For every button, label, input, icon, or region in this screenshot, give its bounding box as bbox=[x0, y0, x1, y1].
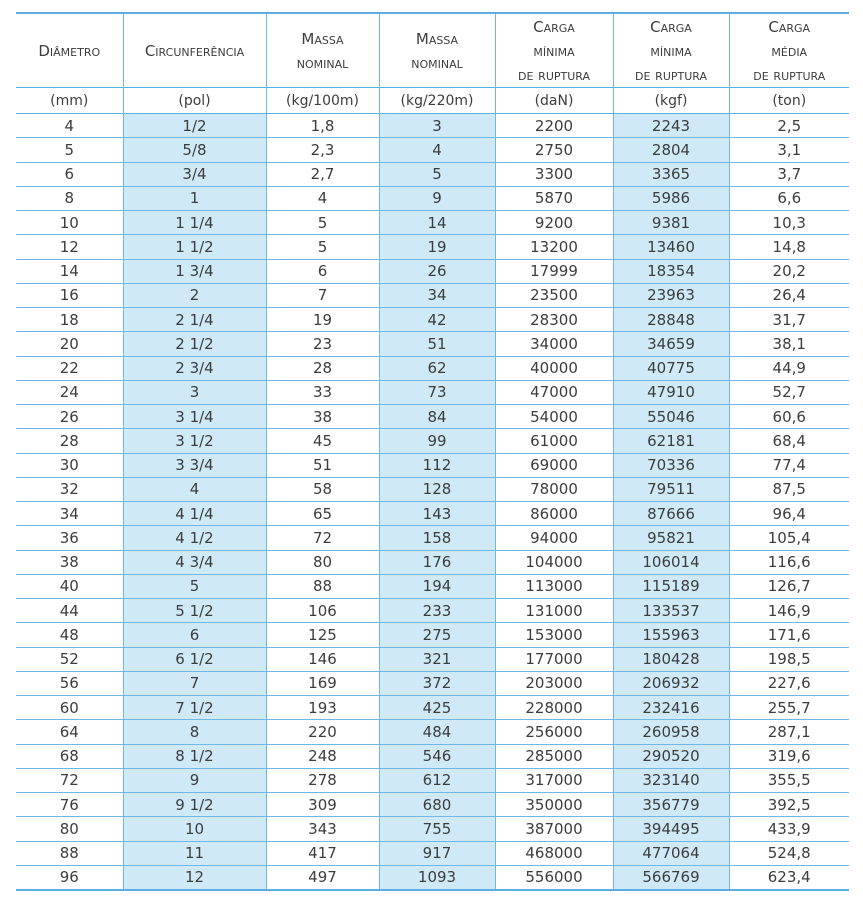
cell-avg-breaking-load-ton: 433,9 bbox=[729, 817, 849, 841]
cell-mass-100m: 80 bbox=[266, 550, 379, 574]
cell-mass-100m: 125 bbox=[266, 623, 379, 647]
cell-circumference: 3/4 bbox=[123, 162, 266, 186]
cell-min-breaking-load-dan: 54000 bbox=[495, 405, 613, 429]
cell-min-breaking-load-dan: 28300 bbox=[495, 308, 613, 332]
cell-min-breaking-load-dan: 23500 bbox=[495, 283, 613, 307]
cell-mass-220m: 1093 bbox=[379, 865, 495, 890]
table-row bbox=[16, 356, 849, 380]
cell-diameter: 18 bbox=[16, 308, 123, 332]
cell-diameter: 34 bbox=[16, 502, 123, 526]
cell-mass-100m: 28 bbox=[266, 356, 379, 380]
column-header-line: de ruptura bbox=[753, 65, 826, 84]
cell-mass-100m: 4 bbox=[266, 186, 379, 210]
cell-diameter: 16 bbox=[16, 283, 123, 307]
cell-min-breaking-load-kgf: 95821 bbox=[613, 526, 729, 550]
cell-min-breaking-load-kgf: 180428 bbox=[613, 647, 729, 671]
table-row bbox=[16, 453, 849, 477]
cell-min-breaking-load-dan: 468000 bbox=[495, 841, 613, 865]
cell-min-breaking-load-kgf: 206932 bbox=[613, 671, 729, 695]
cell-circumference: 11 bbox=[123, 841, 266, 865]
cell-circumference: 3 3/4 bbox=[123, 453, 266, 477]
cell-circumference: 1 1/2 bbox=[123, 235, 266, 259]
cell-mass-100m: 417 bbox=[266, 841, 379, 865]
cell-min-breaking-load-kgf: 55046 bbox=[613, 405, 729, 429]
table-row bbox=[16, 162, 849, 186]
cell-min-breaking-load-kgf: 28848 bbox=[613, 308, 729, 332]
cell-avg-breaking-load-ton: 2,5 bbox=[729, 114, 849, 138]
cell-circumference: 3 bbox=[123, 380, 266, 404]
cell-min-breaking-load-kgf: 87666 bbox=[613, 502, 729, 526]
cell-circumference: 7 bbox=[123, 671, 266, 695]
table-row bbox=[16, 793, 849, 817]
column-header-line: Carga bbox=[768, 17, 811, 36]
cell-diameter: 40 bbox=[16, 574, 123, 598]
cell-avg-breaking-load-ton: 68,4 bbox=[729, 429, 849, 453]
cell-mass-220m: 42 bbox=[379, 308, 495, 332]
cell-mass-220m: 34 bbox=[379, 283, 495, 307]
unit-label-min-breaking-load-kgf: (kgf) bbox=[613, 88, 729, 114]
cell-mass-100m: 343 bbox=[266, 817, 379, 841]
cell-mass-220m: 484 bbox=[379, 720, 495, 744]
cell-min-breaking-load-kgf: 3365 bbox=[613, 162, 729, 186]
cell-min-breaking-load-dan: 86000 bbox=[495, 502, 613, 526]
column-header-min-breaking-load-kgf bbox=[613, 13, 729, 88]
cell-mass-220m: 680 bbox=[379, 793, 495, 817]
cell-mass-100m: 193 bbox=[266, 696, 379, 720]
cell-avg-breaking-load-ton: 105,4 bbox=[729, 526, 849, 550]
cell-diameter: 14 bbox=[16, 259, 123, 283]
cell-circumference: 1 1/4 bbox=[123, 211, 266, 235]
column-header-line: Circunferência bbox=[144, 41, 245, 60]
cell-min-breaking-load-dan: 387000 bbox=[495, 817, 613, 841]
cell-diameter: 30 bbox=[16, 453, 123, 477]
table-row bbox=[16, 138, 849, 162]
cell-min-breaking-load-kgf: 5986 bbox=[613, 186, 729, 210]
cell-min-breaking-load-dan: 131000 bbox=[495, 599, 613, 623]
cell-avg-breaking-load-ton: 227,6 bbox=[729, 671, 849, 695]
cell-circumference: 3 1/2 bbox=[123, 429, 266, 453]
cell-avg-breaking-load-ton: 31,7 bbox=[729, 308, 849, 332]
cell-diameter: 72 bbox=[16, 768, 123, 792]
cell-diameter: 80 bbox=[16, 817, 123, 841]
cell-mass-220m: 14 bbox=[379, 211, 495, 235]
cell-min-breaking-load-dan: 94000 bbox=[495, 526, 613, 550]
cell-avg-breaking-load-ton: 26,4 bbox=[729, 283, 849, 307]
table-row bbox=[16, 405, 849, 429]
cell-mass-100m: 2,3 bbox=[266, 138, 379, 162]
cell-min-breaking-load-kgf: 260958 bbox=[613, 720, 729, 744]
table-row bbox=[16, 235, 849, 259]
cell-min-breaking-load-dan: 17999 bbox=[495, 259, 613, 283]
cell-mass-100m: 51 bbox=[266, 453, 379, 477]
cell-mass-220m: 372 bbox=[379, 671, 495, 695]
cell-min-breaking-load-dan: 34000 bbox=[495, 332, 613, 356]
cell-circumference: 5/8 bbox=[123, 138, 266, 162]
column-header-mass-220m bbox=[379, 13, 495, 88]
table-row bbox=[16, 308, 849, 332]
cell-min-breaking-load-kgf: 34659 bbox=[613, 332, 729, 356]
cell-min-breaking-load-kgf: 18354 bbox=[613, 259, 729, 283]
cell-circumference: 1 bbox=[123, 186, 266, 210]
cell-mass-100m: 33 bbox=[266, 380, 379, 404]
cell-min-breaking-load-kgf: 290520 bbox=[613, 744, 729, 768]
cell-avg-breaking-load-ton: 319,6 bbox=[729, 744, 849, 768]
cell-avg-breaking-load-ton: 524,8 bbox=[729, 841, 849, 865]
cell-avg-breaking-load-ton: 623,4 bbox=[729, 865, 849, 890]
rope-spec-table bbox=[16, 12, 849, 891]
cell-mass-100m: 169 bbox=[266, 671, 379, 695]
cell-mass-220m: 158 bbox=[379, 526, 495, 550]
cell-mass-220m: 84 bbox=[379, 405, 495, 429]
cell-mass-220m: 321 bbox=[379, 647, 495, 671]
unit-label-circumference: (pol) bbox=[123, 88, 266, 114]
cell-mass-220m: 917 bbox=[379, 841, 495, 865]
cell-circumference: 8 1/2 bbox=[123, 744, 266, 768]
cell-avg-breaking-load-ton: 96,4 bbox=[729, 502, 849, 526]
column-header-line: nominal bbox=[411, 53, 463, 72]
table-row bbox=[16, 720, 849, 744]
cell-diameter: 76 bbox=[16, 793, 123, 817]
cell-diameter: 56 bbox=[16, 671, 123, 695]
cell-mass-100m: 106 bbox=[266, 599, 379, 623]
cell-mass-100m: 38 bbox=[266, 405, 379, 429]
cell-circumference: 4 1/4 bbox=[123, 502, 266, 526]
table-row bbox=[16, 429, 849, 453]
cell-circumference: 4 bbox=[123, 477, 266, 501]
cell-circumference: 7 1/2 bbox=[123, 696, 266, 720]
cell-min-breaking-load-dan: 350000 bbox=[495, 793, 613, 817]
table-row bbox=[16, 502, 849, 526]
cell-mass-220m: 26 bbox=[379, 259, 495, 283]
cell-mass-100m: 88 bbox=[266, 574, 379, 598]
cell-mass-220m: 73 bbox=[379, 380, 495, 404]
cell-avg-breaking-load-ton: 38,1 bbox=[729, 332, 849, 356]
cell-min-breaking-load-kgf: 323140 bbox=[613, 768, 729, 792]
cell-circumference: 1 3/4 bbox=[123, 259, 266, 283]
cell-diameter: 44 bbox=[16, 599, 123, 623]
cell-diameter: 26 bbox=[16, 405, 123, 429]
cell-circumference: 12 bbox=[123, 865, 266, 890]
cell-diameter: 38 bbox=[16, 550, 123, 574]
cell-mass-100m: 72 bbox=[266, 526, 379, 550]
cell-diameter: 60 bbox=[16, 696, 123, 720]
table-row bbox=[16, 283, 849, 307]
cell-diameter: 5 bbox=[16, 138, 123, 162]
cell-diameter: 10 bbox=[16, 211, 123, 235]
table-row bbox=[16, 526, 849, 550]
cell-circumference: 9 1/2 bbox=[123, 793, 266, 817]
table-row bbox=[16, 841, 849, 865]
unit-label-diameter: (mm) bbox=[16, 88, 123, 114]
cell-mass-220m: 3 bbox=[379, 114, 495, 138]
cell-mass-100m: 6 bbox=[266, 259, 379, 283]
cell-mass-220m: 275 bbox=[379, 623, 495, 647]
cell-mass-220m: 19 bbox=[379, 235, 495, 259]
cell-circumference: 5 bbox=[123, 574, 266, 598]
cell-circumference: 9 bbox=[123, 768, 266, 792]
cell-mass-100m: 309 bbox=[266, 793, 379, 817]
column-header-min-breaking-load-dan bbox=[495, 13, 613, 88]
cell-min-breaking-load-dan: 9200 bbox=[495, 211, 613, 235]
column-header-circumference bbox=[123, 13, 266, 88]
cell-circumference: 8 bbox=[123, 720, 266, 744]
column-header-line: nominal bbox=[296, 53, 349, 72]
cell-min-breaking-load-kgf: 47910 bbox=[613, 380, 729, 404]
cell-mass-220m: 176 bbox=[379, 550, 495, 574]
cell-diameter: 88 bbox=[16, 841, 123, 865]
cell-avg-breaking-load-ton: 171,6 bbox=[729, 623, 849, 647]
cell-mass-100m: 5 bbox=[266, 235, 379, 259]
cell-min-breaking-load-dan: 177000 bbox=[495, 647, 613, 671]
cell-diameter: 6 bbox=[16, 162, 123, 186]
table-row bbox=[16, 477, 849, 501]
cell-diameter: 4 bbox=[16, 114, 123, 138]
cell-mass-220m: 9 bbox=[379, 186, 495, 210]
table-row bbox=[16, 623, 849, 647]
cell-mass-100m: 1,8 bbox=[266, 114, 379, 138]
cell-min-breaking-load-kgf: 232416 bbox=[613, 696, 729, 720]
column-header-avg-breaking-load-ton bbox=[729, 13, 849, 88]
cell-min-breaking-load-kgf: 62181 bbox=[613, 429, 729, 453]
cell-avg-breaking-load-ton: 14,8 bbox=[729, 235, 849, 259]
table-body bbox=[16, 114, 849, 891]
cell-min-breaking-load-kgf: 394495 bbox=[613, 817, 729, 841]
cell-avg-breaking-load-ton: 255,7 bbox=[729, 696, 849, 720]
cell-min-breaking-load-dan: 2750 bbox=[495, 138, 613, 162]
column-header-line: de ruptura bbox=[517, 65, 590, 84]
cell-mass-220m: 51 bbox=[379, 332, 495, 356]
cell-diameter: 64 bbox=[16, 720, 123, 744]
cell-diameter: 36 bbox=[16, 526, 123, 550]
cell-min-breaking-load-kgf: 566769 bbox=[613, 865, 729, 890]
cell-avg-breaking-load-ton: 77,4 bbox=[729, 453, 849, 477]
cell-diameter: 68 bbox=[16, 744, 123, 768]
unit-label-avg-breaking-load-ton: (ton) bbox=[729, 88, 849, 114]
column-header-line: média bbox=[771, 41, 808, 60]
cell-avg-breaking-load-ton: 198,5 bbox=[729, 647, 849, 671]
table-row bbox=[16, 550, 849, 574]
cell-mass-220m: 99 bbox=[379, 429, 495, 453]
cell-min-breaking-load-dan: 556000 bbox=[495, 865, 613, 890]
cell-mass-220m: 112 bbox=[379, 453, 495, 477]
cell-min-breaking-load-kgf: 2243 bbox=[613, 114, 729, 138]
table-row bbox=[16, 332, 849, 356]
cell-min-breaking-load-dan: 13200 bbox=[495, 235, 613, 259]
table-header bbox=[16, 13, 849, 114]
column-header-diameter bbox=[16, 13, 123, 88]
table-row bbox=[16, 647, 849, 671]
column-header-line: mínima bbox=[650, 41, 692, 60]
cell-mass-100m: 220 bbox=[266, 720, 379, 744]
cell-diameter: 24 bbox=[16, 380, 123, 404]
cell-min-breaking-load-kgf: 79511 bbox=[613, 477, 729, 501]
cell-circumference: 4 1/2 bbox=[123, 526, 266, 550]
cell-avg-breaking-load-ton: 60,6 bbox=[729, 405, 849, 429]
cell-circumference: 4 3/4 bbox=[123, 550, 266, 574]
cell-min-breaking-load-kgf: 133537 bbox=[613, 599, 729, 623]
cell-diameter: 8 bbox=[16, 186, 123, 210]
cell-min-breaking-load-kgf: 106014 bbox=[613, 550, 729, 574]
cell-min-breaking-load-dan: 104000 bbox=[495, 550, 613, 574]
cell-avg-breaking-load-ton: 146,9 bbox=[729, 599, 849, 623]
column-header-line: Carga bbox=[650, 17, 692, 36]
cell-diameter: 28 bbox=[16, 429, 123, 453]
cell-min-breaking-load-dan: 3300 bbox=[495, 162, 613, 186]
cell-min-breaking-load-dan: 317000 bbox=[495, 768, 613, 792]
cell-mass-220m: 612 bbox=[379, 768, 495, 792]
table-row bbox=[16, 114, 849, 138]
column-header-line: Carga bbox=[533, 17, 575, 36]
column-header-line: de ruptura bbox=[634, 65, 707, 84]
cell-mass-100m: 23 bbox=[266, 332, 379, 356]
cell-mass-100m: 45 bbox=[266, 429, 379, 453]
cell-min-breaking-load-dan: 203000 bbox=[495, 671, 613, 695]
cell-circumference: 2 1/2 bbox=[123, 332, 266, 356]
table-row bbox=[16, 186, 849, 210]
cell-min-breaking-load-kgf: 356779 bbox=[613, 793, 729, 817]
table-row bbox=[16, 599, 849, 623]
cell-min-breaking-load-dan: 69000 bbox=[495, 453, 613, 477]
cell-mass-100m: 5 bbox=[266, 211, 379, 235]
cell-diameter: 12 bbox=[16, 235, 123, 259]
cell-min-breaking-load-dan: 40000 bbox=[495, 356, 613, 380]
cell-avg-breaking-load-ton: 20,2 bbox=[729, 259, 849, 283]
cell-min-breaking-load-dan: 2200 bbox=[495, 114, 613, 138]
table-row bbox=[16, 380, 849, 404]
cell-circumference: 2 bbox=[123, 283, 266, 307]
table-row bbox=[16, 865, 849, 890]
cell-mass-100m: 146 bbox=[266, 647, 379, 671]
cell-mass-220m: 143 bbox=[379, 502, 495, 526]
cell-min-breaking-load-dan: 153000 bbox=[495, 623, 613, 647]
cell-mass-220m: 194 bbox=[379, 574, 495, 598]
cell-avg-breaking-load-ton: 287,1 bbox=[729, 720, 849, 744]
cell-min-breaking-load-dan: 256000 bbox=[495, 720, 613, 744]
cell-min-breaking-load-dan: 5870 bbox=[495, 186, 613, 210]
cell-mass-220m: 425 bbox=[379, 696, 495, 720]
cell-mass-220m: 755 bbox=[379, 817, 495, 841]
cell-avg-breaking-load-ton: 355,5 bbox=[729, 768, 849, 792]
cell-min-breaking-load-kgf: 155963 bbox=[613, 623, 729, 647]
cell-mass-100m: 58 bbox=[266, 477, 379, 501]
units-row bbox=[16, 88, 849, 114]
table-row bbox=[16, 696, 849, 720]
cell-circumference: 10 bbox=[123, 817, 266, 841]
cell-diameter: 32 bbox=[16, 477, 123, 501]
column-header-line: mínima bbox=[533, 41, 575, 60]
cell-diameter: 22 bbox=[16, 356, 123, 380]
cell-circumference: 1/2 bbox=[123, 114, 266, 138]
column-header-line: Massa bbox=[301, 29, 344, 48]
table-row bbox=[16, 671, 849, 695]
cell-mass-100m: 7 bbox=[266, 283, 379, 307]
cell-min-breaking-load-kgf: 23963 bbox=[613, 283, 729, 307]
cell-mass-220m: 128 bbox=[379, 477, 495, 501]
cell-mass-100m: 19 bbox=[266, 308, 379, 332]
cell-avg-breaking-load-ton: 116,6 bbox=[729, 550, 849, 574]
cell-circumference: 5 1/2 bbox=[123, 599, 266, 623]
cell-circumference: 2 3/4 bbox=[123, 356, 266, 380]
cell-circumference: 2 1/4 bbox=[123, 308, 266, 332]
cell-min-breaking-load-dan: 61000 bbox=[495, 429, 613, 453]
cell-avg-breaking-load-ton: 3,1 bbox=[729, 138, 849, 162]
cell-diameter: 48 bbox=[16, 623, 123, 647]
cell-min-breaking-load-kgf: 40775 bbox=[613, 356, 729, 380]
cell-avg-breaking-load-ton: 87,5 bbox=[729, 477, 849, 501]
cell-mass-220m: 62 bbox=[379, 356, 495, 380]
unit-label-mass-220m: (kg/220m) bbox=[379, 88, 495, 114]
cell-diameter: 20 bbox=[16, 332, 123, 356]
cell-min-breaking-load-dan: 228000 bbox=[495, 696, 613, 720]
header-row bbox=[16, 13, 849, 88]
cell-avg-breaking-load-ton: 392,5 bbox=[729, 793, 849, 817]
cell-diameter: 52 bbox=[16, 647, 123, 671]
cell-min-breaking-load-kgf: 13460 bbox=[613, 235, 729, 259]
cell-mass-100m: 2,7 bbox=[266, 162, 379, 186]
cell-min-breaking-load-kgf: 70336 bbox=[613, 453, 729, 477]
cell-mass-100m: 497 bbox=[266, 865, 379, 890]
cell-circumference: 6 bbox=[123, 623, 266, 647]
table-row bbox=[16, 817, 849, 841]
cell-avg-breaking-load-ton: 44,9 bbox=[729, 356, 849, 380]
cell-min-breaking-load-kgf: 477064 bbox=[613, 841, 729, 865]
column-header-mass-100m bbox=[266, 13, 379, 88]
cell-avg-breaking-load-ton: 3,7 bbox=[729, 162, 849, 186]
table-row bbox=[16, 259, 849, 283]
cell-min-breaking-load-dan: 78000 bbox=[495, 477, 613, 501]
cell-min-breaking-load-kgf: 9381 bbox=[613, 211, 729, 235]
cell-min-breaking-load-kgf: 2804 bbox=[613, 138, 729, 162]
cell-min-breaking-load-dan: 47000 bbox=[495, 380, 613, 404]
cell-avg-breaking-load-ton: 10,3 bbox=[729, 211, 849, 235]
cell-avg-breaking-load-ton: 126,7 bbox=[729, 574, 849, 598]
cell-mass-220m: 233 bbox=[379, 599, 495, 623]
cell-avg-breaking-load-ton: 52,7 bbox=[729, 380, 849, 404]
cell-mass-220m: 4 bbox=[379, 138, 495, 162]
cell-mass-100m: 278 bbox=[266, 768, 379, 792]
table-row bbox=[16, 744, 849, 768]
column-header-line: Diâmetro bbox=[38, 41, 101, 60]
unit-label-min-breaking-load-dan: (daN) bbox=[495, 88, 613, 114]
cell-diameter: 96 bbox=[16, 865, 123, 890]
cell-circumference: 3 1/4 bbox=[123, 405, 266, 429]
cell-min-breaking-load-dan: 285000 bbox=[495, 744, 613, 768]
cell-circumference: 6 1/2 bbox=[123, 647, 266, 671]
cell-mass-220m: 546 bbox=[379, 744, 495, 768]
cell-mass-100m: 248 bbox=[266, 744, 379, 768]
cell-mass-100m: 65 bbox=[266, 502, 379, 526]
unit-label-mass-100m: (kg/100m) bbox=[266, 88, 379, 114]
cell-min-breaking-load-kgf: 115189 bbox=[613, 574, 729, 598]
cell-mass-220m: 5 bbox=[379, 162, 495, 186]
rope-spec-table-container bbox=[16, 12, 849, 891]
column-header-line: Massa bbox=[415, 29, 459, 48]
table-row bbox=[16, 768, 849, 792]
cell-avg-breaking-load-ton: 6,6 bbox=[729, 186, 849, 210]
cell-min-breaking-load-dan: 113000 bbox=[495, 574, 613, 598]
table-row bbox=[16, 574, 849, 598]
table-row bbox=[16, 211, 849, 235]
